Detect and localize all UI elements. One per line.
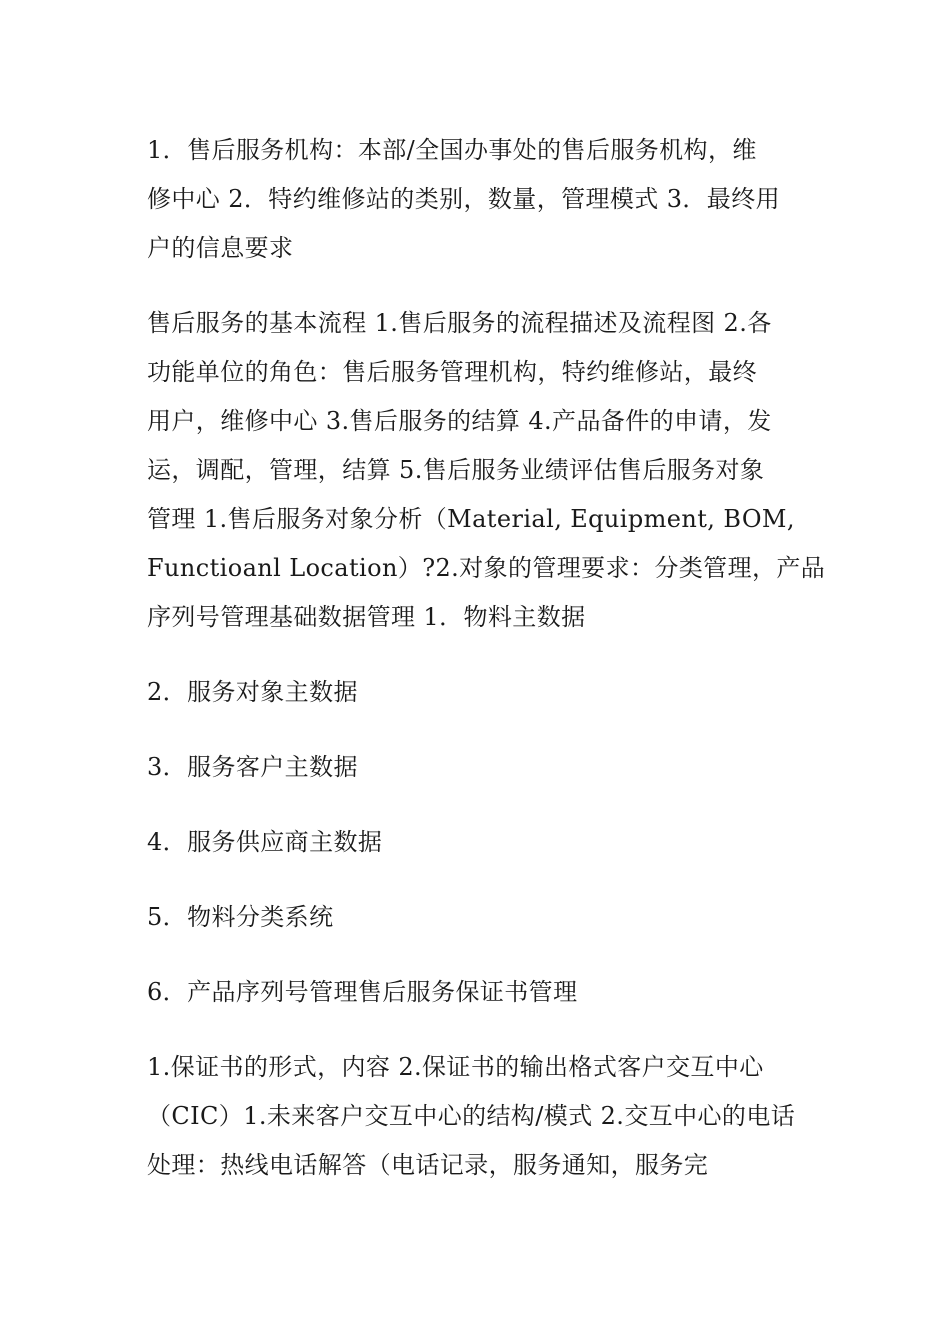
paragraph-service-process (147, 299, 826, 642)
text-line: 5．物料分类系统 (147, 903, 334, 931)
document-body (147, 126, 826, 1216)
text-line: 1．售后服务机构：本部/全国办事处的售后服务机构，维 (147, 136, 757, 164)
text-line: 功能单位的角色：售后服务管理机构，特约维修站，最终 (147, 358, 757, 386)
paragraph-warranty-and-cic (147, 1043, 807, 1190)
text-line: 售后服务的基本流程 1.售后服务的流程描述及流程图 2.各 (147, 309, 772, 337)
paragraph-service-customer-master-data (147, 743, 807, 792)
text-line: 运，调配，管理，结算 5.售后服务业绩评估售后服务对象 (147, 456, 765, 484)
paragraph-service-object-master-data (147, 668, 807, 717)
paragraph-serial-number-management (147, 968, 807, 1017)
text-line: 管理 1.售后服务对象分析（Material, Equipment, BOM, (147, 505, 795, 533)
text-line: 4．服务供应商主数据 (147, 828, 383, 856)
text-line: 1.保证书的形式，内容 2.保证书的输出格式客户交互中心 (147, 1053, 764, 1081)
text-line: 3．服务客户主数据 (147, 753, 358, 781)
text-line: 序列号管理基础数据管理 1．物料主数据 (147, 603, 586, 631)
text-line: 户的信息要求 (147, 234, 294, 262)
paragraph-material-classification (147, 893, 807, 942)
text-line: 2．服务对象主数据 (147, 678, 358, 706)
text-line: 处理：热线电话解答（电话记录，服务通知，服务完 (147, 1151, 709, 1179)
text-line: 用户，维修中心 3.售后服务的结算 4.产品备件的申请，发 (147, 407, 772, 435)
text-line: Functioanl Location）?2.对象的管理要求：分类管理，产品 (147, 554, 826, 582)
paragraph-service-vendor-master-data (147, 818, 807, 867)
text-line: 6．产品序列号管理售后服务保证书管理 (147, 978, 578, 1006)
text-line: （CIC）1.未来客户交互中心的结构/模式 2.交互中心的电话 (147, 1102, 796, 1130)
paragraph-service-organization (147, 126, 807, 273)
text-line: 修中心 2．特约维修站的类别，数量，管理模式 3．最终用 (147, 185, 780, 213)
